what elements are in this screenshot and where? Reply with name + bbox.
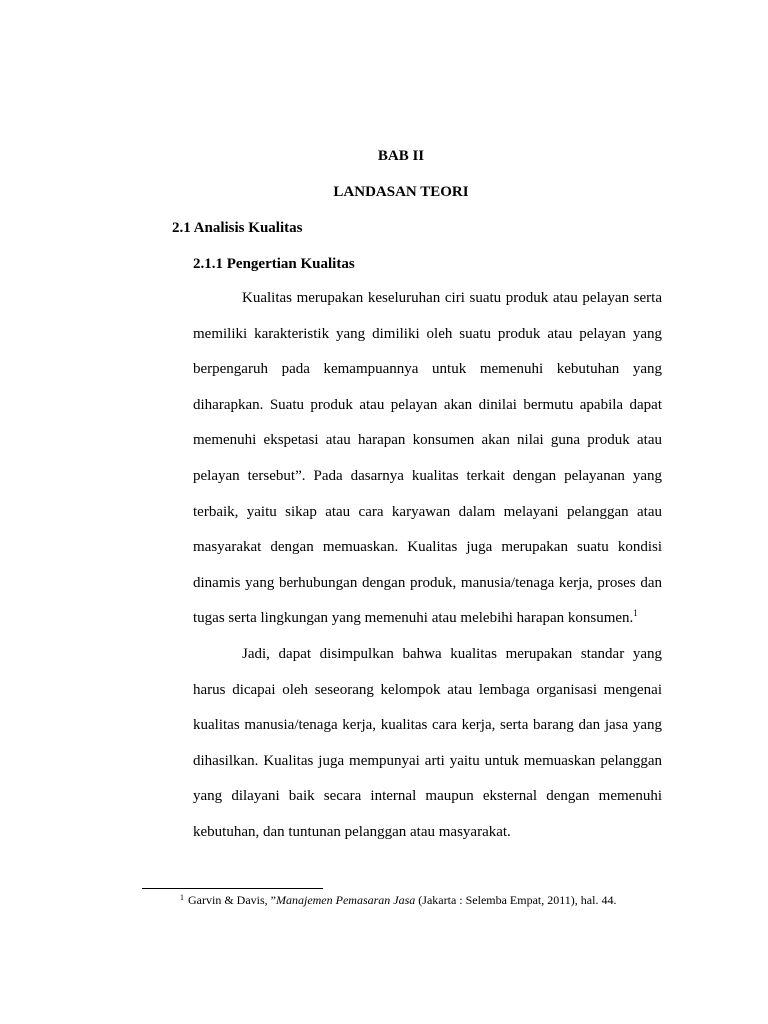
chapter-label: BAB II [377,148,425,164]
subsection-heading: 2.1.1 Pengertian Kualitas [193,256,355,272]
footnote [180,893,616,908]
footnote-reference[interactable]: 1 [633,608,638,619]
section-heading: 2.1 Analisis Kualitas [172,220,303,236]
body-paragraph-2 [193,637,662,851]
footnote-publication: (Jakarta : Selemba Empat, 2011), hal. 44. [415,893,617,907]
footnote-book-title: Manajemen Pemasaran Jasa [275,893,416,907]
chapter-title: LANDASAN TEORI [333,184,469,200]
footnote-author: Garvin & Davis, ” [188,893,276,907]
paragraph-2-text: Jadi, dapat disimpulkan bahwa kualitas merupakan standar yang harus dicapai oleh seseorang kelompok atau lembaga organisasi mengenai kualitas manusia/tenaga kerja, kualitas cara kerja, serta barang dan jasa yang dihasilkan. Kualitas juga mempunyai arti yaitu untuk memuaskan pelanggan yang dilayani baik secara internal maupun eksternal dengan memenuhi kebutuhan, dan tuntunan pelanggan atau masyarakat. [193,646,662,840]
footnote-separator [142,888,323,889]
footnote-mark: 1 [180,893,184,902]
paragraph-1-text: Kualitas merupakan keseluruhan ciri suatu produk atau pelayan serta memiliki karakteristik yang dimiliki oleh suatu produk atau pelayan yang berpengaruh pada kemampuannya untuk memenuhi kebutuhan yang diharapkan. Suatu produk atau pelayan akan dinilai bermutu apabila dapat memenuhi ekspetasi atau harapan konsumen akan nilai guna produk atau pelayan tersebut”. Pada dasarnya kualitas terkait dengan pelayanan yang terbaik, yaitu sikap atau cara karyawan dalam melayani pelanggan atau masyarakat dengan memuaskan. Kualitas juga merupakan suatu kondisi dinamis yang berhubungan dengan produk, manusia/tenaga kerja, proses dan tugas serta lingkungan yang memenuhi atau melebihi harapan konsumen. [193,290,662,627]
body-paragraph-1 [193,281,662,637]
